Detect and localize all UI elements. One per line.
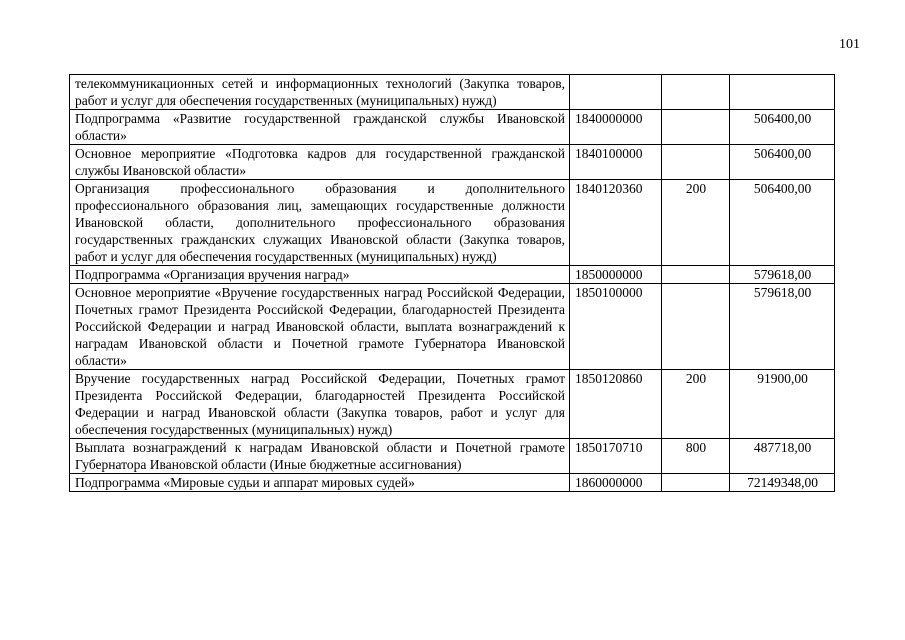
row-name-cell: телекоммуникационных сетей и информационных технологий (Закупка товаров, работ и услуг для обеспечения государственных (муниципальных) нужд) — [70, 75, 570, 110]
row-sum-cell: 72149348,00 — [730, 474, 835, 492]
row-type-cell — [662, 110, 730, 145]
row-sum-cell: 506400,00 — [730, 180, 835, 266]
row-name-cell: Выплата вознаграждений к наградам Ивановской области и Почетной грамоте Губернатора Ивановской области (Иные бюджетные ассигнования) — [70, 439, 570, 474]
row-sum-cell: 579618,00 — [730, 266, 835, 284]
row-code-cell: 1850100000 — [570, 284, 662, 370]
row-sum-cell — [730, 75, 835, 110]
row-type-cell: 200 — [662, 370, 730, 439]
row-code-cell: 1840000000 — [570, 110, 662, 145]
row-type-cell: 200 — [662, 180, 730, 266]
row-name-cell: Подпрограмма «Развитие государственной гражданской службы Ивановской области» — [70, 110, 570, 145]
row-name-cell: Подпрограмма «Организация вручения наград» — [70, 266, 570, 284]
table-row — [70, 474, 835, 492]
table-row — [70, 439, 835, 474]
row-name-cell: Организация профессионального образования и дополнительного профессионального образования лиц, замещающих государственные должности Ивановской области, дополнительного профессионального образования государственных гражданских служащих Ивановской области (Закупка товаров, работ и услуг для обеспечения государственных (муниципальных) нужд) — [70, 180, 570, 266]
row-code-cell: 1840100000 — [570, 145, 662, 180]
table-row — [70, 145, 835, 180]
row-sum-cell: 506400,00 — [730, 110, 835, 145]
row-name-cell: Основное мероприятие «Подготовка кадров для государственной гражданской службы Ивановской области» — [70, 145, 570, 180]
budget-table — [69, 74, 835, 492]
row-name-cell: Вручение государственных наград Российской Федерации, Почетных грамот Президента Российской Федерации, благодарностей Президента Российской Федерации и наград Ивановской области (Закупка товаров, работ и услуг для обеспечения государственных (муниципальных) нужд) — [70, 370, 570, 439]
table-row — [70, 75, 835, 110]
row-sum-cell: 506400,00 — [730, 145, 835, 180]
row-code-cell: 1850120860 — [570, 370, 662, 439]
row-code-cell: 1850170710 — [570, 439, 662, 474]
row-name-cell: Основное мероприятие «Вручение государственных наград Российской Федерации, Почетных грамот Президента Российской Федерации, благодарностей Президента Российской Федерации и наград Ивановской области, выплата вознаграждений к наградам Ивановской области и Почетной грамоте Губернатора Ивановской области» — [70, 284, 570, 370]
row-type-cell — [662, 75, 730, 110]
table-row — [70, 370, 835, 439]
row-code-cell: 1840120360 — [570, 180, 662, 266]
row-code-cell — [570, 75, 662, 110]
row-type-cell — [662, 474, 730, 492]
table-row — [70, 180, 835, 266]
row-code-cell: 1850000000 — [570, 266, 662, 284]
row-name-cell: Подпрограмма «Мировые судьи и аппарат мировых судей» — [70, 474, 570, 492]
row-type-cell — [662, 145, 730, 180]
table-row — [70, 110, 835, 145]
row-sum-cell: 487718,00 — [730, 439, 835, 474]
table-row — [70, 284, 835, 370]
row-sum-cell: 579618,00 — [730, 284, 835, 370]
row-type-cell — [662, 284, 730, 370]
row-type-cell: 800 — [662, 439, 730, 474]
page-number: 101 — [839, 37, 860, 52]
row-code-cell: 1860000000 — [570, 474, 662, 492]
row-type-cell — [662, 266, 730, 284]
row-sum-cell: 91900,00 — [730, 370, 835, 439]
table-row — [70, 266, 835, 284]
